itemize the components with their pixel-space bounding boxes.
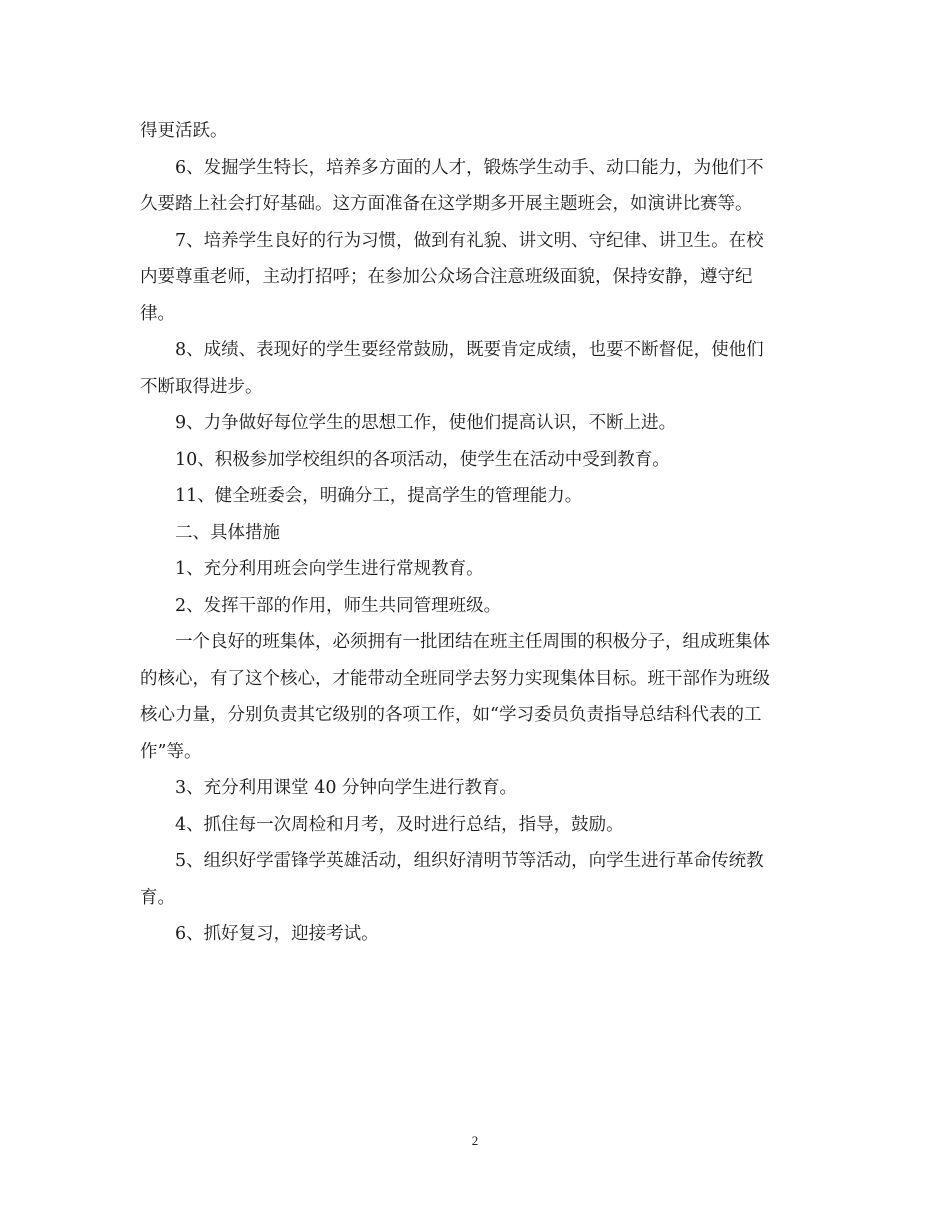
text-line: 不断取得进步。 — [140, 376, 263, 397]
text-line: 5、组织好学雷锋学英雄活动，组织好清明节等活动，向学生进行革命传统教 — [175, 851, 764, 871]
text-line: 得更活跃。 — [140, 121, 228, 141]
text-line: 4、抓住每一次周检和月考，及时进行总结，指导，鼓励。 — [175, 814, 624, 835]
text-line: 作”等。 — [140, 741, 202, 762]
text-line: 6、发掘学生特长，培养多方面的人才，锻炼学生动手、动口能力，为他们不 — [175, 157, 764, 178]
body-text — [140, 113, 808, 953]
document-body — [140, 113, 808, 953]
text-line: 内要尊重老师，主动打招呼；在参加公众场合注意班级面貌，保持安静，遵守纪 — [140, 267, 753, 287]
text-line: 一个良好的班集体，必须拥有一批团结在班主任周围的积极分子，组成班集体 — [175, 632, 770, 652]
text-line: 11、健全班委会，明确分工，提高学生的管理能力。 — [175, 486, 583, 506]
text-line: 10、积极参加学校组织的各项活动，使学生在活动中受到教育。 — [175, 449, 670, 470]
text-line: 久要踏上社会打好基础。这方面准备在这学期多开展主题班会，如演讲比赛等。 — [140, 194, 753, 214]
text-line: 核心力量，分别负责其它级别的各项工作，如“学习委员负责指导总结科代表的工 — [140, 705, 762, 725]
text-line: 6、抓好复习，迎接考试。 — [175, 924, 379, 944]
text-line: 8、成绩、表现好的学生要经常鼓励，既要肯定成绩，也要不断督促，使他们 — [175, 340, 764, 360]
text-line: 律。 — [140, 303, 175, 324]
text-line: 的核心，有了这个核心，才能带动全班同学去努力实现集体目标。班干部作为班级 — [140, 668, 770, 689]
page-number: 2 — [471, 1133, 479, 1148]
section-heading: 二、具体措施 — [175, 522, 280, 543]
text-line: 3、充分利用课堂 40 分钟向学生进行教育。 — [175, 778, 518, 798]
text-line: 1、充分利用班会向学生进行常规教育。 — [175, 559, 484, 579]
text-line: 育。 — [140, 887, 175, 908]
text-line: 9、力争做好每位学生的思想工作，使他们提高认识，不断上进。 — [175, 413, 677, 433]
text-line: 2、发挥干部的作用，师生共同管理班级。 — [175, 595, 502, 616]
text-line: 7、培养学生良好的行为习惯，做到有礼貌、讲文明、守纪律、讲卫生。在校 — [175, 230, 764, 251]
